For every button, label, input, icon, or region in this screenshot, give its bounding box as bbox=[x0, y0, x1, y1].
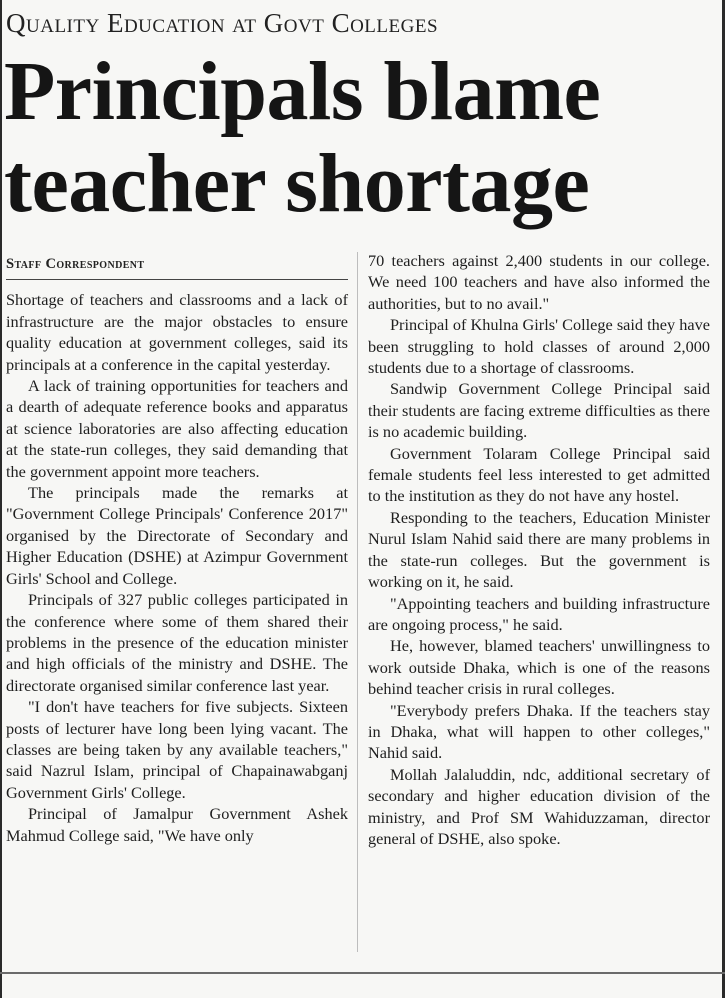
section-kicker: Quality Education at Govt Colleges bbox=[6, 8, 439, 38]
paragraph: The principals made the remarks at "Government College Principals' Conference 2017" organised by the Directorate of Secondary and Higher Education (DSHE) at Azimpur Government Girls' School and College. bbox=[6, 483, 348, 588]
article-column-right bbox=[368, 250, 710, 849]
paragraph: Shortage of teachers and classrooms and a lack of infrastructure are the major obstacles to ensure quality education at government colleges, said its principals at a conference in the capital yesterday. bbox=[6, 290, 348, 374]
paragraph: "I don't have teachers for five subjects. Sixteen posts of lecturer have long been lying vacant. The classes are being taken by any available teachers," said Nazrul Islam, principal of Chapainawabganj Government Girls' College. bbox=[6, 697, 348, 802]
scan-edge-left bbox=[0, 0, 2, 998]
paragraph: Mollah Jalaluddin, ndc, additional secretary of secondary and higher education division of the ministry, and Prof SM Wahiduzzaman, director general of DSHE, also spoke. bbox=[368, 764, 710, 848]
bottom-rule bbox=[0, 972, 725, 974]
paragraph: Sandwip Government College Principal said their students are facing extreme difficulties as there is no academic building. bbox=[368, 379, 710, 442]
article-column-left bbox=[6, 250, 348, 846]
paragraph: He, however, blamed teachers' unwillingness to work outside Dhaka, which is one of the reasons behind teacher crisis in rural colleges. bbox=[368, 636, 710, 699]
paragraph: "Everybody prefers Dhaka. If the teachers stay in Dhaka, what will happen to other colleges," Nahid said. bbox=[368, 700, 710, 763]
paragraph: 70 teachers against 2,400 students in our college. We need 100 teachers and have also informed the authorities, but to no avail." bbox=[368, 251, 710, 313]
paragraph: Principals of 327 public colleges participated in the conference where some of them shared their problems in the presence of the education minister and high officials of the ministry and DSHE. The directorate organised similar conference last year. bbox=[6, 590, 348, 695]
paragraph: Principal of Khulna Girls' College said they have been struggling to hold classes of around 2,000 students due to a shortage of classrooms. bbox=[368, 315, 710, 378]
paragraph: Principal of Jamalpur Government Ashek Mahmud College said, "We have only bbox=[6, 804, 348, 845]
column-divider bbox=[357, 252, 358, 952]
paragraph: Government Tolaram College Principal said female students feel less interested to get admitted to the institution as they do not have any hostel. bbox=[368, 443, 710, 506]
headline: Principals blame teacher shortage bbox=[4, 45, 601, 230]
byline: Staff Correspondent bbox=[6, 250, 348, 280]
paragraph: A lack of training opportunities for teachers and a dearth of adequate reference books and apparatus at science laboratories are also affecting education at the state-run colleges, they said demanding that the government appoint more teachers. bbox=[6, 376, 348, 481]
paragraph: Responding to the teachers, Education Minister Nurul Islam Nahid said there are many problems in the state-run colleges. But the government is working on it, he said. bbox=[368, 507, 710, 592]
paragraph: "Appointing teachers and building infrastructure are ongoing process," he said. bbox=[368, 593, 710, 634]
